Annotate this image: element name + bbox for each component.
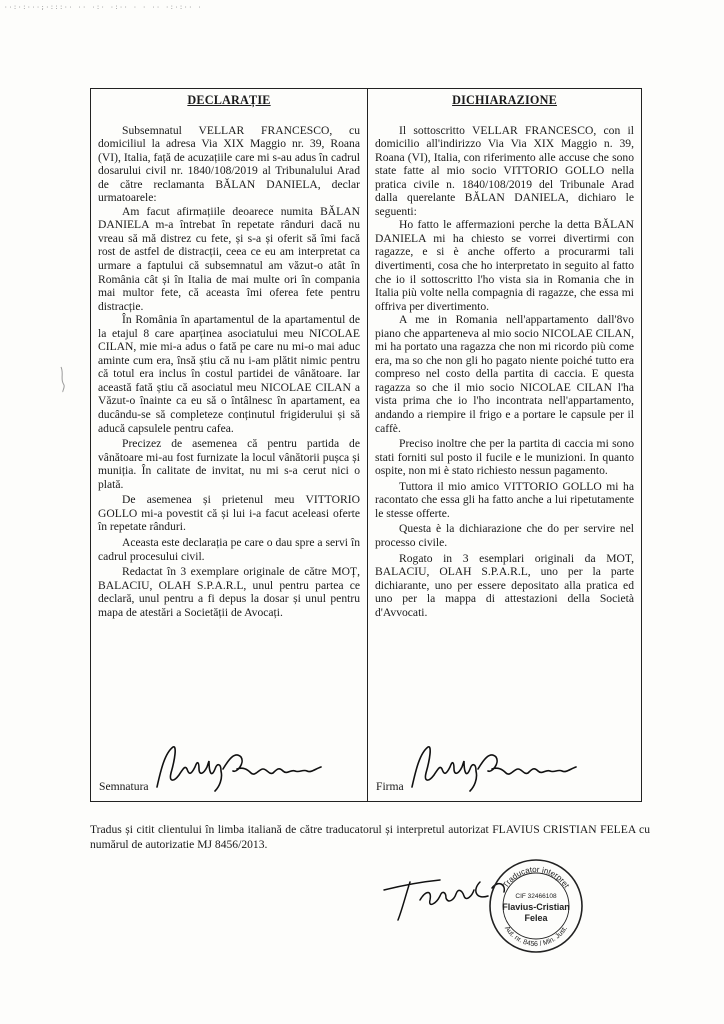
left-paragraph: Redactat în 3 exemplare originale de către MOȚ, BALACIU, OLAH S.P.A.R.L, unul pentru partea ce declară, unul pentru a fi depus la dosar și unul pentru mapa de atestări a Societății de Avocați. [98, 565, 360, 619]
italian-column [368, 89, 641, 801]
translator-stamp [486, 856, 586, 956]
svg-text:Traducator interpret [501, 865, 572, 890]
left-signature-row [99, 739, 331, 794]
left-column-title: DECLARAȚIE [187, 93, 271, 107]
right-signature-row [376, 739, 586, 794]
right-paragraph: A me in Romania nell'appartamento dall'8vo piano che apparteneva al mio socio NICOLAE CILAN, mi ha portato una ragazza che non mi ricordo più come era, ma so che non gli ho pagato niente poiché tutto era compreso nel costo della partita di caccia. E questa ragazza so che il mio socio NICOLAE CILAN l'ha vista prima che io l'ho incontrata nell'appartamento, andando a riempire il frigo e a portare le capsule per il caffè. [375, 313, 634, 435]
left-paragraph: Precizez de asemenea că pentru partida de vânătoare mi-au fost furnizate la locul vânătorii pușca și muniția. În calitate de invitat, nu mi s-a cerut nici o plată. [98, 437, 360, 491]
handwritten-signature [151, 739, 331, 794]
translator-note: Tradus și citit clientului în limba italiană de către traducatorul și interpretul autorizat FLAVIUS CRISTIAN FELEA cu numărul de autorizatie MJ 8456/2013. [90, 823, 650, 851]
left-paragraph: Am facut afirmațiile deoarece numita BĂLAN DANIELA m-a întrebat în repetate rânduri dacă nu vreau să mă distrez cu fete, și s-a și oferit să îmi facă rost de astfel de distracții, ceea ce eu am interpretat ca urmare a faptului că subsemnatul am văzut-o atât în România cât și în Italia de mai multe ori în compania mai multor fete, că aceasta îmi oferea fete pentru distracție. [98, 204, 360, 313]
declaration-table [90, 88, 642, 802]
scan-header-noise: ··:·:···;·:::·· ·· ·:· ·:·· · · ·· ·:·:·· · [4, 4, 203, 11]
stamp-name-line2: Felea [524, 913, 548, 923]
stamp-cif: CIF 32466108 [515, 893, 557, 900]
right-signature-label: Firma [376, 780, 404, 794]
stamp-name-line1: Flavius-Cristian [502, 902, 570, 912]
romanian-column [91, 89, 367, 801]
svg-text:Aut. nr. 8456 / Min. Just. [503, 925, 569, 948]
handwritten-signature [406, 739, 586, 794]
right-column-title: DICHIARAZIONE [452, 93, 557, 107]
right-paragraph: Rogato in 3 esemplari originali da MOT, BALACIU, OLAH S.P.A.R.L, uno per la parte dichiarante, uno per essere depositato alla pratica ed uno per la mappa di attestazioni della Società d'Avvocati. [375, 551, 634, 619]
right-paragraph: Tuttora il mio amico VITTORIO GOLLO mi ha racontato che essa gli ha fatto anche a lui ripetutamente le stesse offerte. [375, 479, 634, 520]
left-paragraph: În România în apartamentul de la apartamentul de la etajul 8 care aparținea asociatului meu NICOLAE CILAN, mie mi-a adus o fată pe care nu mi-o mai aduc aminte cum era, însă știu că nu i-am plătit nimic pentru că totul era inclus în costul partidei de vânătoare. Iar această fată știu că asociatul meu NICOLAE CILAN a Văzut-o înainte ca eu să o întâlnesc în apartament, ea ducându-se să completeze conținutul frigiderului și să aducă capsulele pentru cafea. [98, 313, 360, 435]
left-paragraph: Aceasta este declarația pe care o dau spre a servi în cadrul procesului civil. [98, 535, 360, 563]
margin-mark [58, 365, 68, 393]
right-paragraph: Ho fatto le affermazioni perche la detta BĂLAN DANIELA mi ha chiesto se vorrei divertirmi con ragazze, e si è anche offerto a procurarmi tali divertimenti, cosa che ho interpretato in seguito al fatto che io il sottoscritto l'ho vista sia in Romania che in Italia più volte nella compagnia di ragazze, che essa mi offriva per divertimento. [375, 218, 634, 313]
right-paragraph: Questa è la dichiarazione che do per servire nel processo civile. [375, 522, 634, 549]
left-paragraph: Subsemnatul VELLAR FRANCESCO, cu domiciliul la adresa Via XIX Maggio nr. 39, Roana (VI), Italia, față de acuzațiile care mi s-au adus în cadrul dosarului civil nr. 1840/108/2019 al Tribunalului Arad de către reclamanta BĂLAN DANIELA, declar urmatoarele: [98, 123, 360, 205]
stamp-top-text: Traducator interpret [500, 864, 572, 890]
stamp-bottom-text: Aut. nr. 8456 / Min. Just. [502, 925, 570, 949]
left-paragraph: De asemenea și prietenul meu VITTORIO GOLLO mi-a povestit că și lui i-a facut aceleasi oferte în repetate rânduri. [98, 493, 360, 534]
left-signature-label: Semnatura [99, 780, 149, 794]
right-paragraph: Preciso inoltre che per la partita di caccia mi sono stati forniti sul posto il fucile e le munizioni. In quanto ospite, non mi è stato richiesto nessun pagamento. [375, 437, 634, 478]
right-paragraph: Il sottoscritto VELLAR FRANCESCO, con il domicilio all'indirizzo Via Via XIX Maggio n. 39, Roana (VI), Italia, con riferimento alle accuse che sono state fatte al mio socio VITTORIO GOLLO nella pratica civile n. 1840/108/2019 del Tribunale Arad dalla querelante BĂLAN DANIELA, dichiaro le seguenti: [375, 123, 634, 218]
